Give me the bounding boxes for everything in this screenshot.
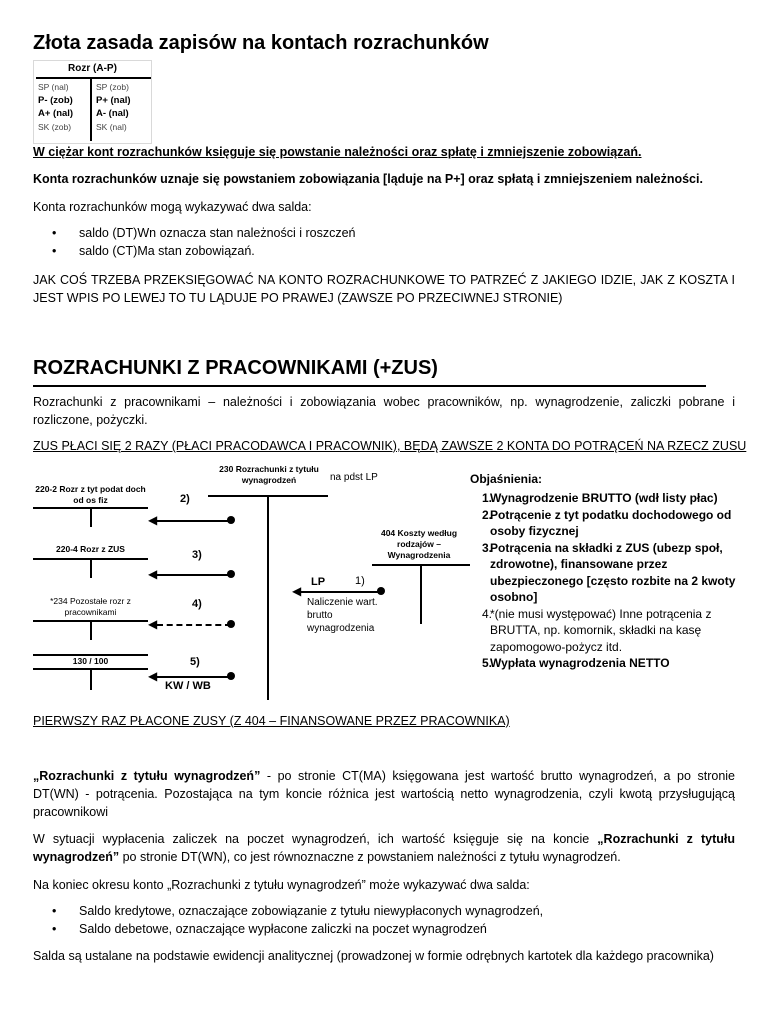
section-title: ROZRACHUNKI Z PRACOWNIKAMI (+ZUS) bbox=[33, 357, 438, 379]
acc-404-label: 404 Koszty według rodzajów – Wynagrodzenia bbox=[380, 528, 458, 560]
list-item: 4. *(nie musi występować) Inne potrącenia z BRUTTA, np. komornik, składki na kasę zapomogowo-pożycz itd. bbox=[482, 606, 712, 654]
acc-230-vline bbox=[267, 495, 269, 700]
t-cell: P+ (nal) bbox=[96, 95, 131, 106]
explanations bbox=[470, 472, 740, 672]
acc-220-2-vline bbox=[90, 507, 92, 527]
arrow-4-number: 4) bbox=[192, 598, 202, 610]
saldo-end-list bbox=[33, 902, 735, 938]
acc-220-4-vline bbox=[90, 558, 92, 578]
arrow-1-line bbox=[300, 591, 380, 593]
arrow-1-head: ◀ bbox=[292, 584, 302, 598]
t-cell: P- (zob) bbox=[38, 95, 73, 106]
lp-label: LP bbox=[311, 576, 326, 588]
paragraph-rozrachunki: „Rozrachunki z tytułu wynagrodzeń” - po stronie CT(MA) księgowana jest wartość brutto wynagrodzeń, a po stronie DT(WN) - potrącenia. Pozostająca na tym koncie różnica jest wartością netto wynagrodzenia, czyli kwotą przysługującą pracownikowi bbox=[33, 769, 735, 819]
list-item: • saldo (DT)Wn oznacza stan należności i roszczeń bbox=[33, 224, 735, 242]
arrow-3-dot bbox=[227, 570, 235, 578]
arrow-4-dot bbox=[227, 620, 235, 628]
explanations-title: Objaśnienia: bbox=[470, 472, 543, 486]
arrow-4-head: ◀ bbox=[148, 617, 158, 631]
list-item: 2. Potrącenie z tyt podatku dochodowego od osoby fizycznej bbox=[482, 507, 732, 538]
caps-note: JAK COŚ TRZEBA PRZEKSIĘGOWAĆ NA KONTO ROZRACHUNKOWE TO PATRZEĆ Z JAKIEGO IDZIE, JAK Z KOSZTA I JEST WPIS PO LEWEJ TO TU LĄDUJE PO PRAWEJ (ZAWSZE PO PRZECIWNEJ STRONIE) bbox=[33, 273, 735, 305]
t-cell: A+ (nal) bbox=[38, 108, 74, 119]
saldo-intro: Konta rozrachunków mogą wykazywać dwa salda: bbox=[33, 200, 312, 214]
acc-234-vline bbox=[90, 620, 92, 640]
section-intro: Rozrachunki z pracownikami – należności i zobowiązania wobec pracowników, np. wynagrodzenie, zaliczki pobrane i rozliczone, pożyczki. bbox=[33, 395, 735, 427]
kw-wb-label: KW / WB bbox=[165, 680, 211, 692]
t-cell: SK (zob) bbox=[38, 122, 72, 132]
arrow-5-head: ◀ bbox=[148, 669, 158, 683]
arrow-1-dot bbox=[377, 587, 385, 595]
page-title: Złota zasada zapisów na kontach rozrachunków bbox=[33, 32, 489, 54]
na-pdst-label: na pdst LP bbox=[330, 472, 378, 483]
arrow-2-line bbox=[157, 520, 231, 522]
acc-220-4-label: 220-4 Rozr z ZUS bbox=[56, 544, 125, 554]
arrow-3-head: ◀ bbox=[148, 567, 158, 581]
arrow-2-number: 2) bbox=[180, 493, 190, 505]
acc-220-2-label: 220-2 Rozr z tyt podat doch od os fiz bbox=[35, 484, 146, 505]
first-zus-note: PIERWSZY RAZ PŁACONE ZUSY (Z 404 – FINANSOWANE PRZEZ PRACOWNIKA) bbox=[33, 714, 510, 728]
paragraph-saldo-end: Na koniec okresu konto „Rozrachunki z tytułu wynagrodzeń” może wykazywać dwa salda: bbox=[33, 878, 530, 892]
arrow-4-line bbox=[157, 624, 231, 626]
zus-note: ZUS PŁACI SIĘ 2 RAZY (PŁACI PRACODAWCA I PRACOWNIK), BĘDĄ ZAWSZE 2 KONTA DO POTRĄCEŃ NA RZECZ ZUSU bbox=[33, 439, 747, 453]
acc-130-label: 130 / 100 bbox=[72, 656, 109, 666]
arrow-3-line bbox=[157, 574, 231, 576]
arrow-2-head: ◀ bbox=[148, 513, 158, 527]
list-item: • saldo (CT)Ma stan zobowiązań. bbox=[33, 242, 735, 260]
arrow-5-line bbox=[157, 676, 231, 678]
arrow-2-dot bbox=[227, 516, 235, 524]
rule-credit: Konta rozrachunków uznaje się powstaniem zobowiązania [ląduje na P+] oraz spłatą i zmniejszeniem należności. bbox=[33, 172, 703, 186]
accrual-note: Naliczenie wart. brutto wynagrodzenia bbox=[307, 597, 378, 634]
acc-404-vline bbox=[420, 564, 422, 624]
t-cell: SP (zob) bbox=[96, 82, 129, 92]
arrow-5-dot bbox=[227, 672, 235, 680]
rule-debit: W ciężar kont rozrachunków księguje się powstanie należności oraz spłatę i zmniejszenie zobowiązań. bbox=[33, 145, 642, 159]
t-cell: A- (nal) bbox=[96, 108, 129, 119]
arrow-1-number: 1) bbox=[355, 575, 365, 587]
paragraph-zaliczki: W sytuacji wypłacenia zaliczek na poczet wynagrodzeń, ich wartość księguje się na koncie „Rozrachunki z tytułu wynagrodzeń” po stronie DT(WN), co jest równoznaczne z powstaniem należności z tytułu wynagrodzeń. bbox=[33, 832, 735, 864]
list-item: 1. Wynagrodzenie BRUTTO (wdł listy płac) bbox=[482, 491, 718, 505]
acc-130-vline bbox=[90, 668, 92, 690]
arrow-5-number: 5) bbox=[190, 656, 200, 668]
explanations-list bbox=[470, 490, 740, 672]
paragraph-analityka: Salda są ustalane na podstawie ewidencji analitycznej (prowadzonej w formie odrębnych kartotek dla każdego pracownika) bbox=[33, 949, 714, 963]
t-account-header: Rozr (A-P) bbox=[68, 63, 117, 74]
list-item: 5. Wypłata wynagrodzenia NETTO bbox=[482, 656, 670, 670]
acc-234-label: *234 Pozostałe rozr z pracownikami bbox=[50, 596, 131, 617]
acc-230-label: 230 Rozrachunki z tytułu wynagrodzeń bbox=[219, 464, 319, 485]
t-cell: SP (nal) bbox=[38, 82, 69, 92]
list-item: 3. Potrącenia na składki z ZUS (ubezp społ, zdrowotne), finansowane przez ubezpieczonego [często rozbite na 2 kwoty osobno] bbox=[482, 540, 736, 604]
list-item: • Saldo debetowe, oznaczające wypłacone zaliczki na poczet wynagrodzeń bbox=[33, 920, 735, 938]
arrow-3-number: 3) bbox=[192, 549, 202, 561]
list-item: • Saldo kredytowe, oznaczające zobowiązanie z tytułu niewypłaconych wynagrodzeń, bbox=[33, 902, 735, 920]
t-cell: SK (nal) bbox=[96, 122, 127, 132]
